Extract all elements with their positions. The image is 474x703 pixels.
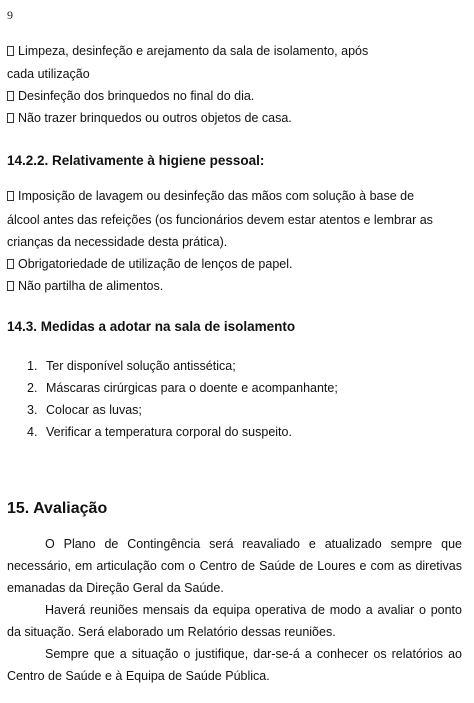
list-item-continuation: crianças da necessidade desta prática). — [7, 235, 228, 249]
list-item — [7, 278, 163, 294]
checkbox-bullet-icon — [7, 281, 14, 291]
item-number: 2. — [27, 381, 38, 395]
checkbox-bullet-icon — [7, 91, 14, 101]
list-item — [7, 188, 414, 204]
item-text: Máscaras cirúrgicas para o doente e acompanhante; — [46, 381, 338, 395]
numbered-item — [27, 358, 236, 374]
paragraph — [7, 533, 462, 599]
list-item-text: Limpeza, desinfeção e arejamento da sala de isolamento, após — [18, 44, 369, 58]
list-item — [7, 43, 368, 59]
paragraph-text: Haverá reuniões mensais da equipa operativa de modo a avaliar o ponto da situação. Será elaborado um Relatório dessas reuniões. — [7, 603, 462, 639]
paragraph-text: O Plano de Contingência será reavaliado e atualizado sempre que necessário, em articulação com o Centro de Saúde de Loures e com as diretivas emanadas da Direção Geral da Saúde. — [7, 537, 462, 595]
paragraph — [7, 643, 462, 687]
item-text: Ter disponível solução antissética; — [46, 359, 236, 373]
section-heading: 14.2.2. Relativamente à higiene pessoal: — [7, 153, 265, 168]
list-item — [7, 88, 254, 104]
checkbox-bullet-icon — [7, 113, 14, 123]
list-item-text: Imposição de lavagem ou desinfeção das mãos com solução à base de — [18, 189, 415, 203]
checkbox-bullet-icon — [7, 259, 14, 269]
checkbox-bullet-icon — [7, 191, 14, 201]
paragraph-text: Sempre que a situação o justifique, dar-se-á a conhecer os relatórios ao Centro de Saúde e à Equipa de Saúde Pública. — [7, 647, 462, 683]
item-number: 1. — [27, 359, 38, 373]
list-item-text: Não trazer brinquedos ou outros objetos de casa. — [18, 111, 292, 125]
item-number: 4. — [27, 425, 38, 439]
list-item-text: Obrigatoriedade de utilização de lenços de papel. — [18, 257, 293, 271]
section-heading: 15. Avaliação — [7, 500, 108, 517]
section-heading: 14.3. Medidas a adotar na sala de isolamento — [7, 319, 296, 334]
list-item — [7, 110, 292, 126]
numbered-item — [27, 380, 338, 396]
checkbox-bullet-icon — [7, 46, 14, 56]
page-number: 9 — [7, 8, 13, 22]
list-item-text: Não partilha de alimentos. — [18, 279, 164, 293]
list-item-continuation: álcool antes das refeições (os funcionários devem estar atentos e lembrar as — [7, 213, 433, 227]
list-item-continuation: cada utilização — [7, 67, 90, 81]
item-text: Colocar as luvas; — [46, 403, 142, 417]
list-item-text: Desinfeção dos brinquedos no final do dia. — [18, 89, 255, 103]
list-item — [7, 256, 293, 272]
numbered-item — [27, 424, 292, 440]
item-text: Verificar a temperatura corporal do suspeito. — [46, 425, 292, 439]
paragraph — [7, 599, 462, 643]
item-number: 3. — [27, 403, 38, 417]
numbered-item — [27, 402, 142, 418]
